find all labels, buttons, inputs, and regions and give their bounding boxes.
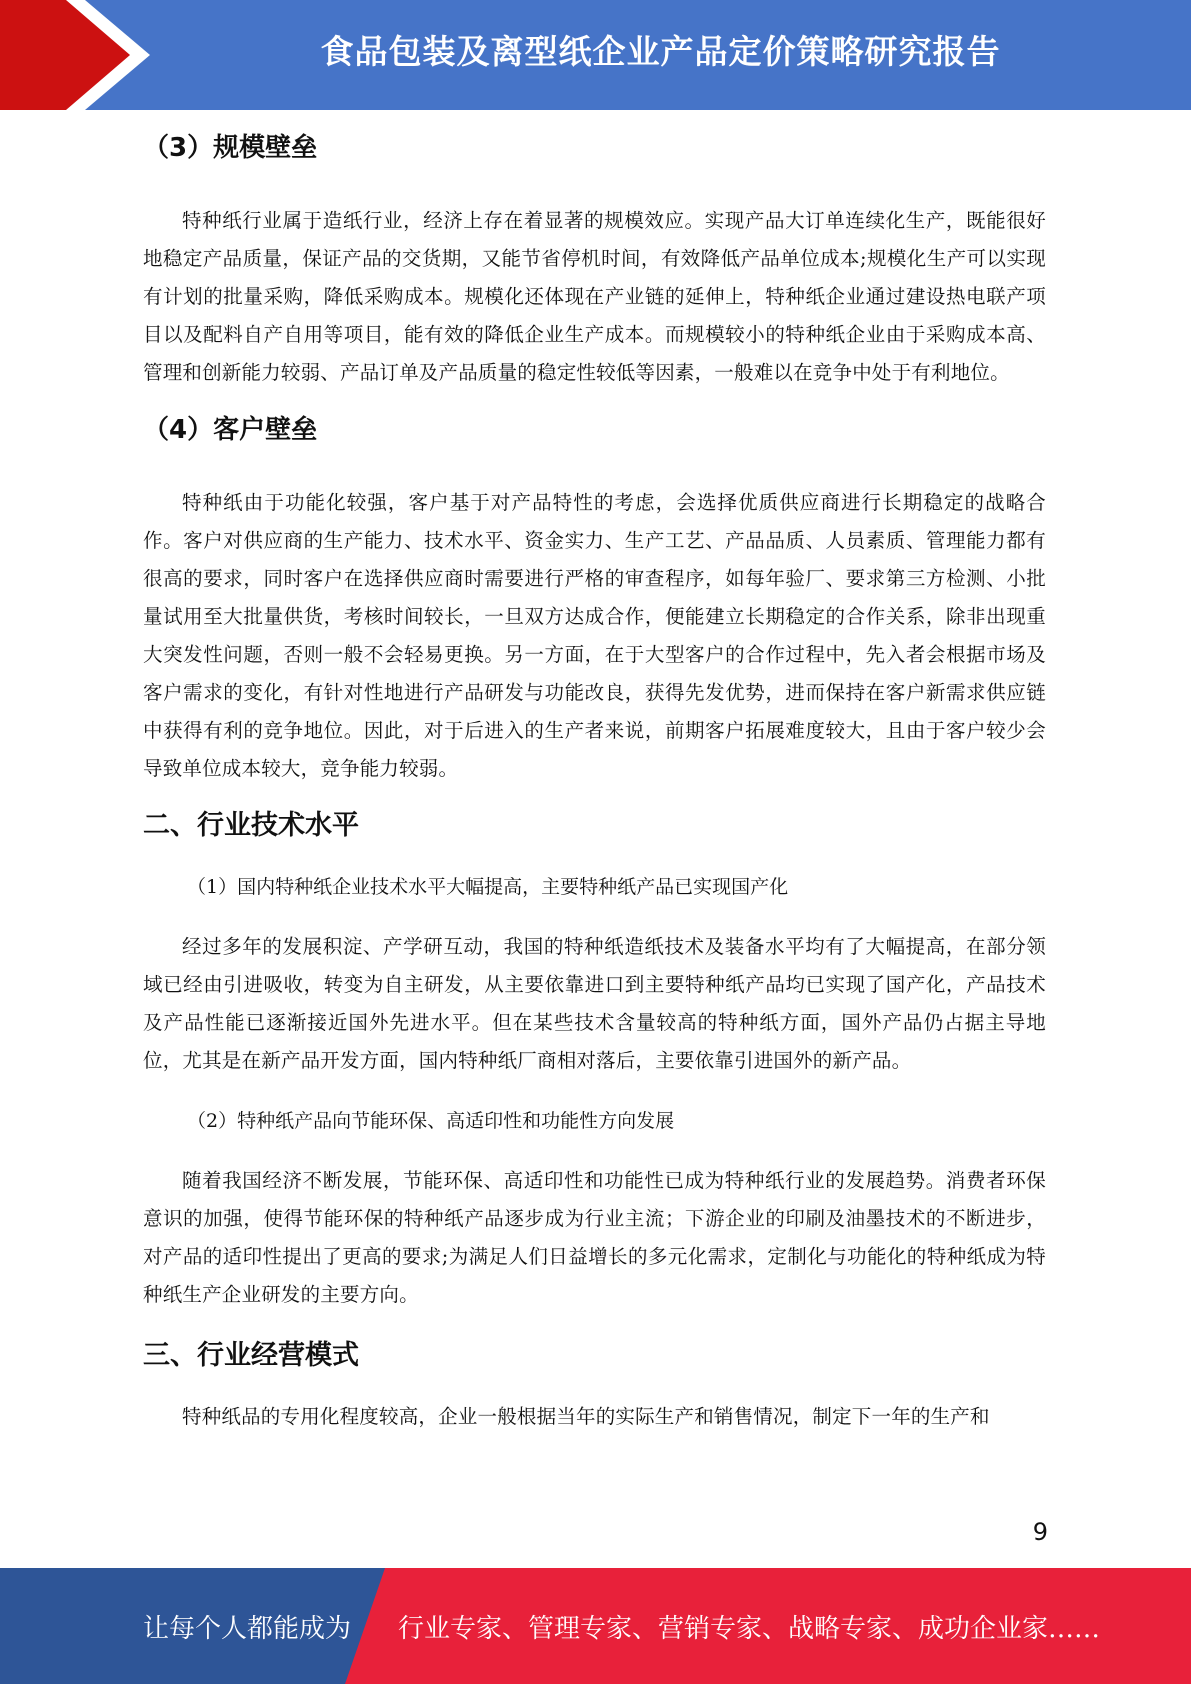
paragraph-scale-barrier: 特种纸行业属于造纸行业，经济上存在着显著的规模效应。实现产品大订单连续化生产，既能很好地稳定产品质量，保证产品的交货期，又能节省停机时间，有效降低产品单位成本;规模化生产可以实现有计划的批量采购，降低采购成本。规模化还体现在产业链的延伸上，特种纸企业通过建设热电联产项目以及配料自产自用等项目，能有效的降低企业生产成本。而规模较小的特种纸企业由于采购成本高、管理和创新能力较弱、产品订单及产品质量的稳定性较低等因素，一般难以在竞争中处于有利地位。 <box>143 209 1046 384</box>
section-heading-scale-barrier: （3）规模壁垒 <box>143 133 318 163</box>
subheading-tech-2: （2）特种纸产品向节能环保、高适印性和功能性方向发展 <box>187 1110 675 1132</box>
page-footer <box>0 1568 1191 1684</box>
subheading-tech-1: （1）国内特种纸企业技术水平大幅提高，主要特种纸产品已实现国产化 <box>187 876 789 898</box>
section-heading-tech-level: 二、行业技术水平 <box>143 810 359 841</box>
page-number: 9 <box>1032 1518 1048 1546</box>
page-content <box>143 128 1046 1436</box>
section-heading-customer-barrier: （4）客户壁垒 <box>143 415 318 445</box>
footer-slogan-right: 行业专家、管理专家、营销专家、战略专家、成功企业家…… <box>398 1614 1101 1644</box>
paragraph-business-model: 特种纸品的专用化程度较高，企业一般根据当年的实际生产和销售情况，制定下一年的生产和 <box>182 1405 990 1428</box>
paragraph-tech-1: 经过多年的发展积淀、产学研互动，我国的特种纸造纸技术及装备水平均有了大幅提高，在部分领域已经由引进吸收，转变为自主研发，从主要依靠进口到主要特种纸产品均已实现了国产化，产品技术及产品性能已逐渐接近国外先进水平。但在某些技术含量较高的特种纸方面，国外产品仍占据主导地位，尤其是在新产品开发方面，国内特种纸厂商相对落后，主要依靠引进国外的新产品。 <box>143 935 1046 1072</box>
page-header <box>0 0 1191 110</box>
section-heading-business-model: 三、行业经营模式 <box>143 1340 359 1371</box>
report-title: 食品包装及离型纸企业产品定价策略研究报告 <box>320 32 1001 71</box>
footer-slogan-left: 让每个人都能成为 <box>143 1614 352 1644</box>
paragraph-customer-barrier: 特种纸由于功能化较强，客户基于对产品特性的考虑，会选择优质供应商进行长期稳定的战略合作。客户对供应商的生产能力、技术水平、资金实力、生产工艺、产品品质、人员素质、管理能力都有很高的要求，同时客户在选择供应商时需要进行严格的审查程序，如每年验厂、要求第三方检测、小批量试用至大批量供货，考核时间较长，一旦双方达成合作，便能建立长期稳定的合作关系，除非出现重大突发性问题，否则一般不会轻易更换。另一方面，在于大型客户的合作过程中，先入者会根据市场及客户需求的变化，有针对性地进行产品研发与功能改良，获得先发优势，进而保持在客户新需求供应链中获得有利的竞争地位。因此，对于后进入的生产者来说，前期客户拓展难度较大，且由于客户较少会导致单位成本较大，竞争能力较弱。 <box>143 491 1046 780</box>
paragraph-tech-2: 随着我国经济不断发展，节能环保、高适印性和功能性已成为特种纸行业的发展趋势。消费者环保意识的加强，使得节能环保的特种纸产品逐步成为行业主流；下游企业的印刷及油墨技术的不断进步，对产品的适印性提出了更高的要求;为满足人们日益增长的多元化需求，定制化与功能化的特种纸成为特种纸生产企业研发的主要方向。 <box>143 1169 1046 1306</box>
